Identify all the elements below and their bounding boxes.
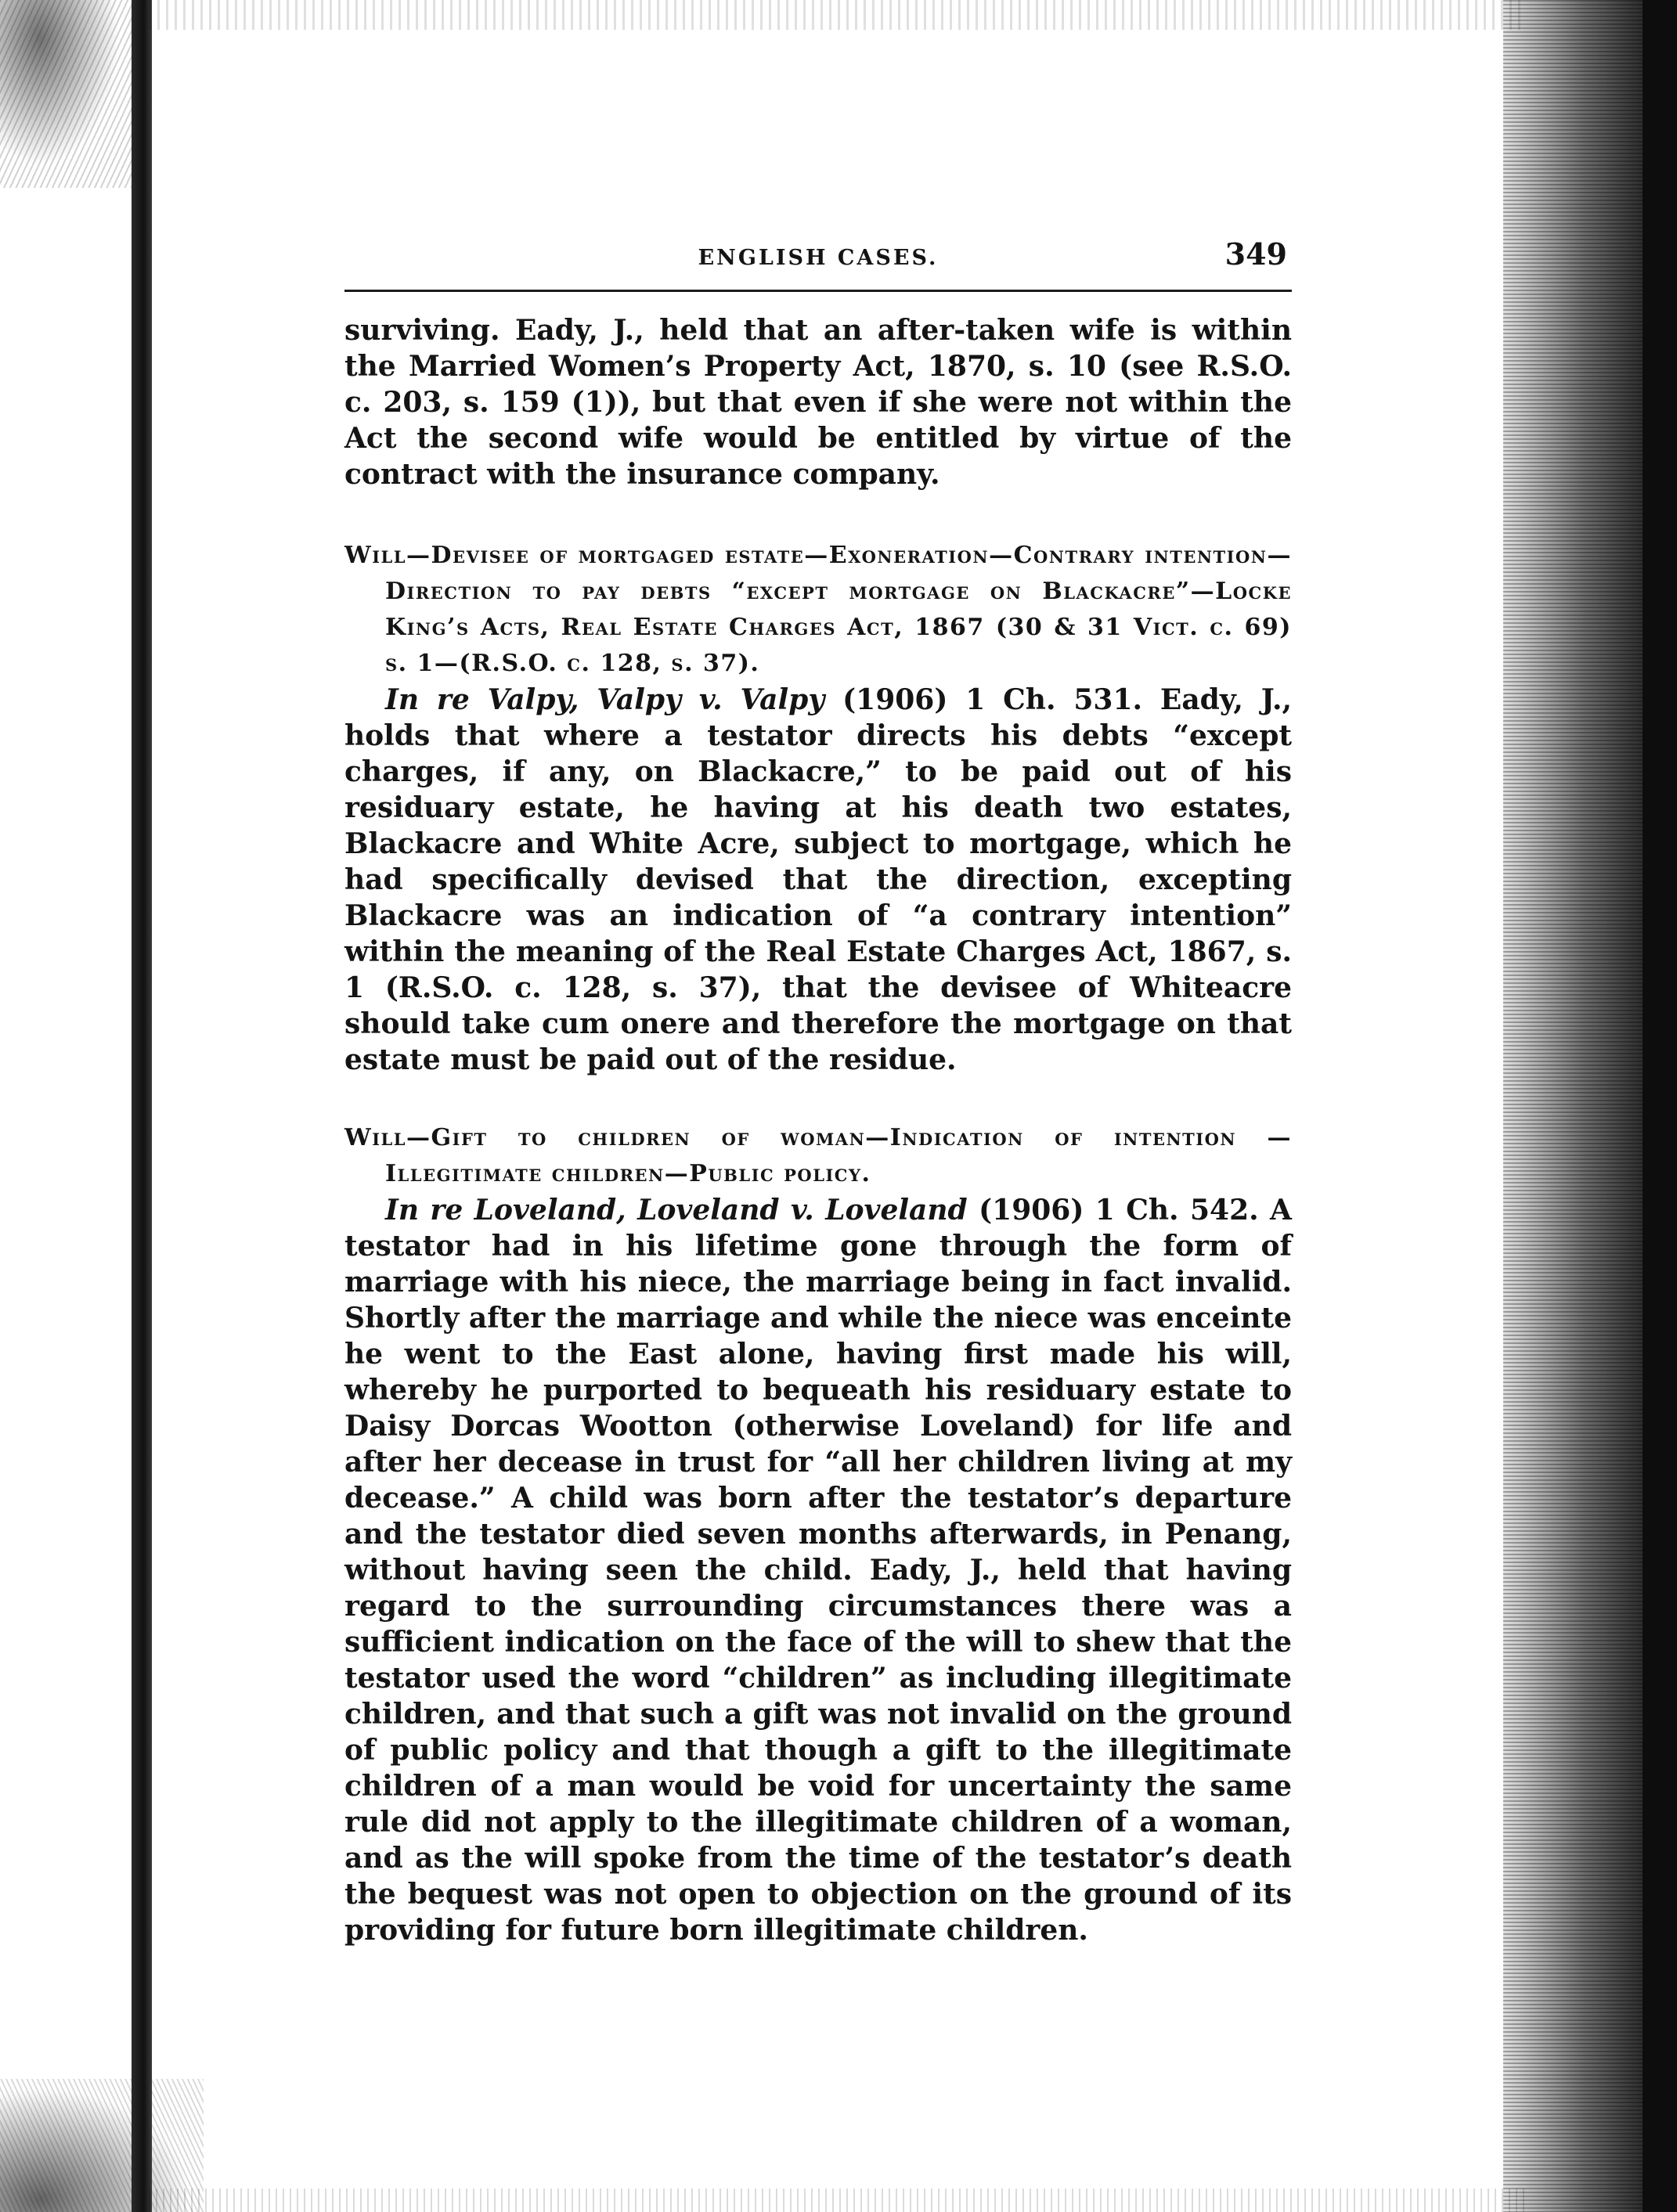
scan-noise-bottom — [149, 2189, 1527, 2212]
continuation-paragraph: surviving. Eady, J., held that an after-taken wife is within the Married Women’s Property Act, 1870, s. 10 (see R.S.O. c. 203, s. 159 (1)), but that even if she were not within the Act the second wife would be entitled by virtue of the contract with the insurance company. — [344, 314, 1292, 491]
header-rule — [344, 290, 1292, 292]
scan-noise-top — [149, 0, 1527, 30]
scan-gutter-left — [132, 0, 152, 2212]
case-heading-will-gift: Will—Gift to children of woman—Indication of intention —Illegitimate children—Public policy. — [344, 1124, 1292, 1187]
running-head — [344, 235, 1292, 282]
case-paragraph-loveland — [344, 1192, 1292, 1948]
case-name-valpy: In re Valpy, Valpy v. Valpy — [385, 683, 825, 716]
case-text-valpy: (1906) 1 Ch. 531. Eady, J., holds that where a testator directs his debts “except charges, if any, on Blackacre,” to be paid out of his residuary estate, he having at his death two estates, Blackacre and White Acre, subject to mortgage, which he had specifically devised that the direction, excepting Blackacre was an indication of “a contrary intention” within the meaning of the Real Estate Charges Act, 1867, s. 1 (R.S.O. c. 128, s. 37), that the devisee of Whiteacre should take cum onere and therefore the mortgage on that estate must be paid out of the residue. — [344, 683, 1293, 1076]
scan-gutter-right — [1643, 0, 1677, 2212]
case-text-loveland: (1906) 1 Ch. 542. A testator had in his lifetime gone through the form of marriage with his niece, the marriage being in fact invalid. Shortly after the marriage and while the niece was enceinte he went to the East alone, having first made his will, whereby he purported to bequeath his residuary estate to Daisy Dorcas Wootton (otherwise Loveland) for life and after her decease in trust for “all her children living at my decease.” A child was born after the testator’s departure and the testator died seven months afterwards, in Penang, without having seen the child. Eady, J., held that having regard to the surrounding circumstances there was a sufficient indication on the face of the will to shew that the testator used the word “children” as including illegitimate children, and that such a gift was not invalid on the ground of public policy and that though a gift to the illegitimate children of a man would be void for uncertainty the same rule did not apply to the illegitimate children of a woman, and as the will spoke from the time of the testator’s death the bequest was not open to objection on the ground of its providing for future born illegitimate children. — [344, 1194, 1292, 1947]
scan-page-edge-right — [1503, 0, 1652, 2212]
page-number: 349 — [1224, 236, 1287, 272]
scan-shadow-top-left — [0, 0, 133, 188]
case-heading-will-devisee: Will—Devisee of mortgaged estate—Exoneration—Contrary intention—Direction to pay debts “except mortgage on Blackacre”—Locke King’s Acts, Real Estate Charges Act, 1867 (30 & 31 Vict. c. 69) s. 1—(R.S.O. c. 128, s. 37). — [344, 542, 1292, 677]
running-title: ENGLISH CASES. — [698, 246, 939, 270]
page-body — [344, 235, 1292, 1948]
case-paragraph-valpy — [344, 682, 1292, 1078]
case-name-loveland: In re Loveland, Loveland v. Loveland — [385, 1194, 968, 1227]
